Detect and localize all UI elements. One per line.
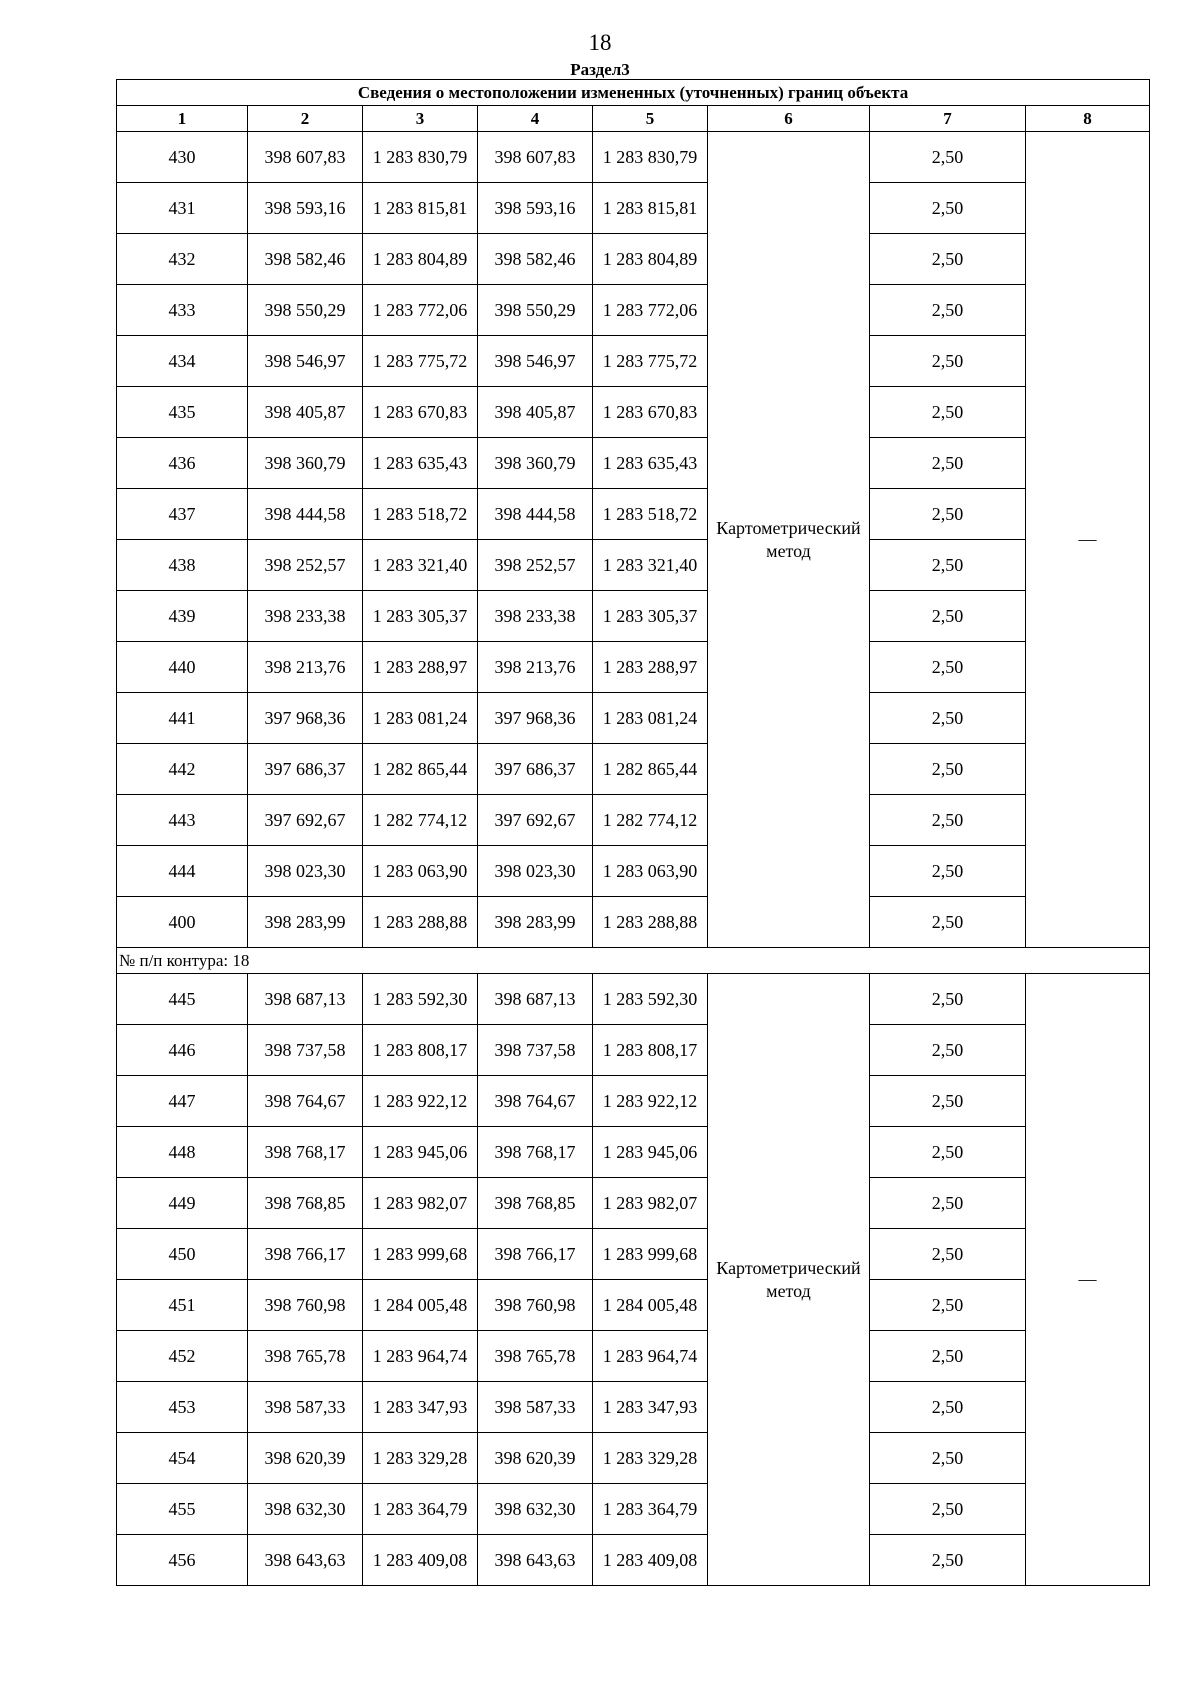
point-number-cell: 447 xyxy=(117,1076,248,1127)
table-row xyxy=(117,540,1150,591)
x-existing-cell: 397 686,37 xyxy=(248,744,363,795)
description-cell: — xyxy=(1026,974,1150,1586)
x-new-cell: 398 233,38 xyxy=(478,591,593,642)
x-new-cell: 398 444,58 xyxy=(478,489,593,540)
point-number-cell: 439 xyxy=(117,591,248,642)
y-new-cell: 1 283 305,37 xyxy=(593,591,708,642)
column-header-2: 2 xyxy=(248,106,363,132)
point-number-cell: 446 xyxy=(117,1025,248,1076)
y-existing-cell: 1 283 288,88 xyxy=(363,897,478,948)
accuracy-cell: 2,50 xyxy=(870,795,1026,846)
table-row xyxy=(117,974,1150,1025)
x-new-cell: 398 546,97 xyxy=(478,336,593,387)
x-new-cell: 398 632,30 xyxy=(478,1484,593,1535)
table-row xyxy=(117,591,1150,642)
boundary-coordinates-table xyxy=(116,79,1150,1586)
x-new-cell: 398 766,17 xyxy=(478,1229,593,1280)
y-new-cell: 1 283 329,28 xyxy=(593,1433,708,1484)
accuracy-cell: 2,50 xyxy=(870,285,1026,336)
x-new-cell: 398 252,57 xyxy=(478,540,593,591)
point-number-cell: 400 xyxy=(117,897,248,948)
page-number: 18 xyxy=(588,30,612,55)
y-new-cell: 1 283 635,43 xyxy=(593,438,708,489)
x-new-cell: 398 023,30 xyxy=(478,846,593,897)
accuracy-cell: 2,50 xyxy=(870,1331,1026,1382)
y-new-cell: 1 283 364,79 xyxy=(593,1484,708,1535)
accuracy-cell: 2,50 xyxy=(870,974,1026,1025)
accuracy-cell: 2,50 xyxy=(870,1280,1026,1331)
y-existing-cell: 1 283 670,83 xyxy=(363,387,478,438)
x-new-cell: 398 593,16 xyxy=(478,183,593,234)
y-new-cell: 1 283 808,17 xyxy=(593,1025,708,1076)
table-caption: Сведения о местоположении измененных (уточненных) границ объекта xyxy=(117,80,1150,106)
accuracy-cell: 2,50 xyxy=(870,744,1026,795)
table-body xyxy=(117,80,1150,1586)
table-row xyxy=(117,1382,1150,1433)
x-existing-cell: 398 766,17 xyxy=(248,1229,363,1280)
x-existing-cell: 398 760,98 xyxy=(248,1280,363,1331)
x-new-cell: 398 737,58 xyxy=(478,1025,593,1076)
column-number-row xyxy=(117,106,1150,132)
table-row xyxy=(117,897,1150,948)
table-row xyxy=(117,387,1150,438)
x-new-cell: 398 643,63 xyxy=(478,1535,593,1586)
y-existing-cell: 1 283 592,30 xyxy=(363,974,478,1025)
x-existing-cell: 398 023,30 xyxy=(248,846,363,897)
point-number-cell: 450 xyxy=(117,1229,248,1280)
x-new-cell: 398 620,39 xyxy=(478,1433,593,1484)
accuracy-cell: 2,50 xyxy=(870,336,1026,387)
accuracy-cell: 2,50 xyxy=(870,1535,1026,1586)
point-number-cell: 445 xyxy=(117,974,248,1025)
y-new-cell: 1 283 804,89 xyxy=(593,234,708,285)
x-new-cell: 398 764,67 xyxy=(478,1076,593,1127)
y-existing-cell: 1 283 945,06 xyxy=(363,1127,478,1178)
table-row xyxy=(117,795,1150,846)
x-existing-cell: 397 692,67 xyxy=(248,795,363,846)
y-new-cell: 1 283 288,88 xyxy=(593,897,708,948)
accuracy-cell: 2,50 xyxy=(870,846,1026,897)
y-existing-cell: 1 283 364,79 xyxy=(363,1484,478,1535)
x-new-cell: 397 686,37 xyxy=(478,744,593,795)
y-new-cell: 1 283 999,68 xyxy=(593,1229,708,1280)
x-existing-cell: 398 283,99 xyxy=(248,897,363,948)
point-number-cell: 454 xyxy=(117,1433,248,1484)
y-existing-cell: 1 283 347,93 xyxy=(363,1382,478,1433)
point-number-cell: 433 xyxy=(117,285,248,336)
x-existing-cell: 398 213,76 xyxy=(248,642,363,693)
y-existing-cell: 1 283 409,08 xyxy=(363,1535,478,1586)
y-existing-cell: 1 283 518,72 xyxy=(363,489,478,540)
x-existing-cell: 398 768,85 xyxy=(248,1178,363,1229)
column-header-1: 1 xyxy=(117,106,248,132)
table-row xyxy=(117,1178,1150,1229)
y-existing-cell: 1 283 063,90 xyxy=(363,846,478,897)
point-number-cell: 452 xyxy=(117,1331,248,1382)
x-new-cell: 398 405,87 xyxy=(478,387,593,438)
x-existing-cell: 398 550,29 xyxy=(248,285,363,336)
point-number-cell: 442 xyxy=(117,744,248,795)
y-existing-cell: 1 283 288,97 xyxy=(363,642,478,693)
y-existing-cell: 1 283 830,79 xyxy=(363,132,478,183)
point-number-cell: 437 xyxy=(117,489,248,540)
column-header-5: 5 xyxy=(593,106,708,132)
section-title: Раздел3 xyxy=(570,60,630,79)
point-number-cell: 432 xyxy=(117,234,248,285)
point-number-cell: 438 xyxy=(117,540,248,591)
x-new-cell: 398 213,76 xyxy=(478,642,593,693)
point-number-cell: 435 xyxy=(117,387,248,438)
table-row xyxy=(117,693,1150,744)
accuracy-cell: 2,50 xyxy=(870,1382,1026,1433)
x-new-cell: 398 607,83 xyxy=(478,132,593,183)
y-existing-cell: 1 283 999,68 xyxy=(363,1229,478,1280)
x-existing-cell: 398 768,17 xyxy=(248,1127,363,1178)
table-row xyxy=(117,1280,1150,1331)
x-existing-cell: 398 593,16 xyxy=(248,183,363,234)
accuracy-cell: 2,50 xyxy=(870,1433,1026,1484)
x-new-cell: 398 360,79 xyxy=(478,438,593,489)
y-existing-cell: 1 283 922,12 xyxy=(363,1076,478,1127)
y-existing-cell: 1 283 321,40 xyxy=(363,540,478,591)
x-new-cell: 398 768,17 xyxy=(478,1127,593,1178)
table-row xyxy=(117,846,1150,897)
table-row xyxy=(117,1433,1150,1484)
point-number-cell: 448 xyxy=(117,1127,248,1178)
table-row xyxy=(117,1127,1150,1178)
y-existing-cell: 1 283 804,89 xyxy=(363,234,478,285)
accuracy-cell: 2,50 xyxy=(870,1178,1026,1229)
x-new-cell: 397 692,67 xyxy=(478,795,593,846)
table-row xyxy=(117,1331,1150,1382)
y-existing-cell: 1 282 865,44 xyxy=(363,744,478,795)
contour-label-row xyxy=(117,948,1150,974)
x-existing-cell: 398 607,83 xyxy=(248,132,363,183)
x-existing-cell: 398 620,39 xyxy=(248,1433,363,1484)
x-new-cell: 398 687,13 xyxy=(478,974,593,1025)
x-new-cell: 398 760,98 xyxy=(478,1280,593,1331)
accuracy-cell: 2,50 xyxy=(870,591,1026,642)
accuracy-cell: 2,50 xyxy=(870,1484,1026,1535)
table-row xyxy=(117,234,1150,285)
table-row xyxy=(117,642,1150,693)
x-existing-cell: 398 643,63 xyxy=(248,1535,363,1586)
y-existing-cell: 1 282 774,12 xyxy=(363,795,478,846)
column-header-7: 7 xyxy=(870,106,1026,132)
table-row xyxy=(117,1076,1150,1127)
y-new-cell: 1 284 005,48 xyxy=(593,1280,708,1331)
y-new-cell: 1 283 409,08 xyxy=(593,1535,708,1586)
accuracy-cell: 2,50 xyxy=(870,897,1026,948)
point-number-cell: 430 xyxy=(117,132,248,183)
y-new-cell: 1 282 774,12 xyxy=(593,795,708,846)
y-new-cell: 1 283 815,81 xyxy=(593,183,708,234)
method-cell: Картометрический метод xyxy=(708,132,870,948)
column-header-4: 4 xyxy=(478,106,593,132)
point-number-cell: 440 xyxy=(117,642,248,693)
column-header-3: 3 xyxy=(363,106,478,132)
y-existing-cell: 1 284 005,48 xyxy=(363,1280,478,1331)
x-existing-cell: 397 968,36 xyxy=(248,693,363,744)
point-number-cell: 436 xyxy=(117,438,248,489)
table-row xyxy=(117,744,1150,795)
point-number-cell: 434 xyxy=(117,336,248,387)
x-existing-cell: 398 252,57 xyxy=(248,540,363,591)
x-existing-cell: 398 764,67 xyxy=(248,1076,363,1127)
table-row xyxy=(117,1484,1150,1535)
point-number-cell: 444 xyxy=(117,846,248,897)
contour-label: № п/п контура: 18 xyxy=(117,948,1150,974)
y-new-cell: 1 282 865,44 xyxy=(593,744,708,795)
accuracy-cell: 2,50 xyxy=(870,1229,1026,1280)
y-existing-cell: 1 283 635,43 xyxy=(363,438,478,489)
y-new-cell: 1 283 982,07 xyxy=(593,1178,708,1229)
description-cell: — xyxy=(1026,132,1150,948)
x-existing-cell: 398 360,79 xyxy=(248,438,363,489)
point-number-cell: 441 xyxy=(117,693,248,744)
y-new-cell: 1 283 945,06 xyxy=(593,1127,708,1178)
y-new-cell: 1 283 830,79 xyxy=(593,132,708,183)
x-existing-cell: 398 444,58 xyxy=(248,489,363,540)
y-new-cell: 1 283 922,12 xyxy=(593,1076,708,1127)
point-number-cell: 455 xyxy=(117,1484,248,1535)
x-new-cell: 398 550,29 xyxy=(478,285,593,336)
x-existing-cell: 398 765,78 xyxy=(248,1331,363,1382)
x-existing-cell: 398 587,33 xyxy=(248,1382,363,1433)
y-existing-cell: 1 283 982,07 xyxy=(363,1178,478,1229)
y-new-cell: 1 283 321,40 xyxy=(593,540,708,591)
y-existing-cell: 1 283 775,72 xyxy=(363,336,478,387)
y-new-cell: 1 283 772,06 xyxy=(593,285,708,336)
accuracy-cell: 2,50 xyxy=(870,132,1026,183)
accuracy-cell: 2,50 xyxy=(870,1025,1026,1076)
y-existing-cell: 1 283 772,06 xyxy=(363,285,478,336)
y-new-cell: 1 283 347,93 xyxy=(593,1382,708,1433)
x-new-cell: 398 768,85 xyxy=(478,1178,593,1229)
y-new-cell: 1 283 775,72 xyxy=(593,336,708,387)
table-row xyxy=(117,1535,1150,1586)
y-existing-cell: 1 283 329,28 xyxy=(363,1433,478,1484)
point-number-cell: 443 xyxy=(117,795,248,846)
x-existing-cell: 398 546,97 xyxy=(248,336,363,387)
x-new-cell: 398 765,78 xyxy=(478,1331,593,1382)
x-existing-cell: 398 405,87 xyxy=(248,387,363,438)
accuracy-cell: 2,50 xyxy=(870,438,1026,489)
x-existing-cell: 398 737,58 xyxy=(248,1025,363,1076)
table-row xyxy=(117,285,1150,336)
x-existing-cell: 398 233,38 xyxy=(248,591,363,642)
point-number-cell: 453 xyxy=(117,1382,248,1433)
accuracy-cell: 2,50 xyxy=(870,1076,1026,1127)
y-new-cell: 1 283 518,72 xyxy=(593,489,708,540)
accuracy-cell: 2,50 xyxy=(870,693,1026,744)
y-existing-cell: 1 283 815,81 xyxy=(363,183,478,234)
point-number-cell: 451 xyxy=(117,1280,248,1331)
y-existing-cell: 1 283 964,74 xyxy=(363,1331,478,1382)
y-new-cell: 1 283 964,74 xyxy=(593,1331,708,1382)
method-cell: Картометрический метод xyxy=(708,974,870,1586)
table-row xyxy=(117,183,1150,234)
column-header-6: 6 xyxy=(708,106,870,132)
x-new-cell: 397 968,36 xyxy=(478,693,593,744)
table-row xyxy=(117,132,1150,183)
table-row xyxy=(117,1025,1150,1076)
y-new-cell: 1 283 063,90 xyxy=(593,846,708,897)
x-new-cell: 398 283,99 xyxy=(478,897,593,948)
accuracy-cell: 2,50 xyxy=(870,387,1026,438)
accuracy-cell: 2,50 xyxy=(870,183,1026,234)
y-new-cell: 1 283 670,83 xyxy=(593,387,708,438)
y-new-cell: 1 283 081,24 xyxy=(593,693,708,744)
table-caption-row xyxy=(117,80,1150,106)
table-row xyxy=(117,336,1150,387)
x-existing-cell: 398 582,46 xyxy=(248,234,363,285)
x-new-cell: 398 587,33 xyxy=(478,1382,593,1433)
accuracy-cell: 2,50 xyxy=(870,642,1026,693)
point-number-cell: 431 xyxy=(117,183,248,234)
accuracy-cell: 2,50 xyxy=(870,1127,1026,1178)
y-new-cell: 1 283 592,30 xyxy=(593,974,708,1025)
column-header-8: 8 xyxy=(1026,106,1150,132)
x-new-cell: 398 582,46 xyxy=(478,234,593,285)
x-existing-cell: 398 632,30 xyxy=(248,1484,363,1535)
y-new-cell: 1 283 288,97 xyxy=(593,642,708,693)
table-row xyxy=(117,1229,1150,1280)
y-existing-cell: 1 283 305,37 xyxy=(363,591,478,642)
point-number-cell: 456 xyxy=(117,1535,248,1586)
point-number-cell: 449 xyxy=(117,1178,248,1229)
y-existing-cell: 1 283 808,17 xyxy=(363,1025,478,1076)
table-row xyxy=(117,438,1150,489)
table-row xyxy=(117,489,1150,540)
accuracy-cell: 2,50 xyxy=(870,540,1026,591)
accuracy-cell: 2,50 xyxy=(870,234,1026,285)
accuracy-cell: 2,50 xyxy=(870,489,1026,540)
x-existing-cell: 398 687,13 xyxy=(248,974,363,1025)
y-existing-cell: 1 283 081,24 xyxy=(363,693,478,744)
